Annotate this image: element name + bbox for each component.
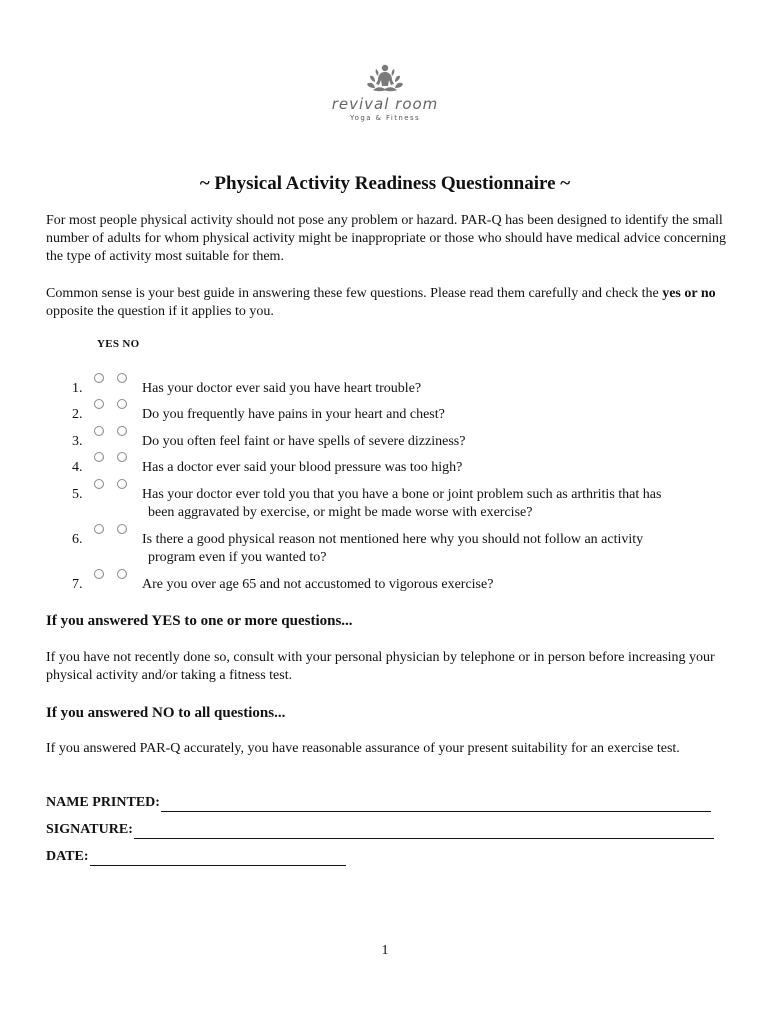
question-text-line1: Has a doctor ever said your blood pressure was too high?: [142, 460, 463, 475]
question-text: [142, 380, 742, 398]
question-text-line1: Has your doctor ever said you have heart trouble?: [142, 381, 422, 396]
name-printed-field: [46, 794, 711, 812]
yes-radio[interactable]: [94, 426, 104, 436]
question-text-line2: been aggravated by exercise, or might be made worse with exercise?: [148, 505, 533, 520]
no-radio[interactable]: [117, 569, 127, 579]
question-text-line1: Do you often feel faint or have spells of severe dizziness?: [142, 434, 466, 449]
intro-paragraph: For most people physical activity should not pose any problem or hazard. PAR-Q has been designed to identify the small number of adults for whom physical activity might be inappropriate or those who should have medical advice concerning the type of activity most suitable for them.: [46, 213, 726, 264]
question-text: [142, 433, 742, 451]
yes-radio[interactable]: [94, 452, 104, 462]
question-text-line1: Do you frequently have pains in your heart and chest?: [142, 407, 445, 422]
no-radio[interactable]: [117, 399, 127, 409]
date-label: DATE:: [46, 849, 89, 864]
question-number: 7.: [72, 577, 83, 592]
question-text-line1: Has your doctor ever told you that you have a bone or joint problem such as arthritis that has: [142, 487, 662, 502]
yes-radio[interactable]: [94, 524, 104, 534]
yes-radio[interactable]: [94, 569, 104, 579]
yes-radio[interactable]: [94, 479, 104, 489]
question-text: [142, 531, 742, 567]
question-number: 4.: [72, 460, 83, 475]
question-text: [142, 406, 742, 424]
instructions-paragraph: [46, 285, 736, 321]
signature-label: SIGNATURE:: [46, 822, 133, 837]
yes-section-text: If you have not recently done so, consult with your personal physician by telephone or in person before increasing your physical activity and/or taking a fitness test.: [46, 650, 715, 683]
instructions-text-after: opposite the question if it applies to you.: [46, 304, 274, 319]
name-printed-line[interactable]: [161, 797, 711, 812]
no-radio[interactable]: [117, 479, 127, 489]
name-printed-label: NAME PRINTED:: [46, 795, 160, 810]
no-radio[interactable]: [117, 452, 127, 462]
question-text: [142, 576, 742, 594]
question-text: [142, 486, 742, 522]
logo-name: revival room: [331, 95, 439, 113]
instructions-text-before: Common sense is your best guide in answering these few questions. Please read them carefully and check the: [46, 286, 659, 301]
logo-subtitle: Yoga & Fitness: [349, 114, 421, 122]
question-number: 1.: [72, 381, 83, 396]
no-section-heading: If you answered NO to all questions...: [46, 705, 286, 721]
no-section-text: If you answered PAR-Q accurately, you have reasonable assurance of your present suitability for an exercise test.: [46, 741, 680, 756]
no-radio[interactable]: [117, 373, 127, 383]
question-number: 3.: [72, 434, 83, 449]
page-title: ~ Physical Activity Readiness Questionnaire ~: [199, 173, 571, 194]
date-line[interactable]: [90, 851, 346, 866]
page-number: 1: [381, 943, 389, 958]
date-field: [46, 848, 346, 866]
no-radio[interactable]: [117, 426, 127, 436]
yes-section-heading: If you answered YES to one or more questions...: [46, 613, 353, 629]
no-radio[interactable]: [117, 524, 127, 534]
question-text-line1: Is there a good physical reason not mentioned here why you should not follow an activity: [142, 532, 644, 547]
yes-radio[interactable]: [94, 373, 104, 383]
question-number: 6.: [72, 532, 83, 547]
instructions-bold: yes or no: [662, 286, 716, 301]
question-text-line2: program even if you wanted to?: [148, 550, 327, 565]
signature-line[interactable]: [134, 824, 714, 839]
yes-no-column-header: YES NO: [97, 338, 140, 350]
question-text: [142, 459, 742, 477]
logo: [0, 62, 770, 123]
yes-radio[interactable]: [94, 399, 104, 409]
question-text-line1: Are you over age 65 and not accustomed to vigorous exercise?: [142, 577, 494, 592]
signature-field: [46, 821, 714, 839]
meditating-figure-lotus-icon: [363, 62, 407, 98]
question-number: 2.: [72, 407, 83, 422]
question-number: 5.: [72, 487, 83, 502]
